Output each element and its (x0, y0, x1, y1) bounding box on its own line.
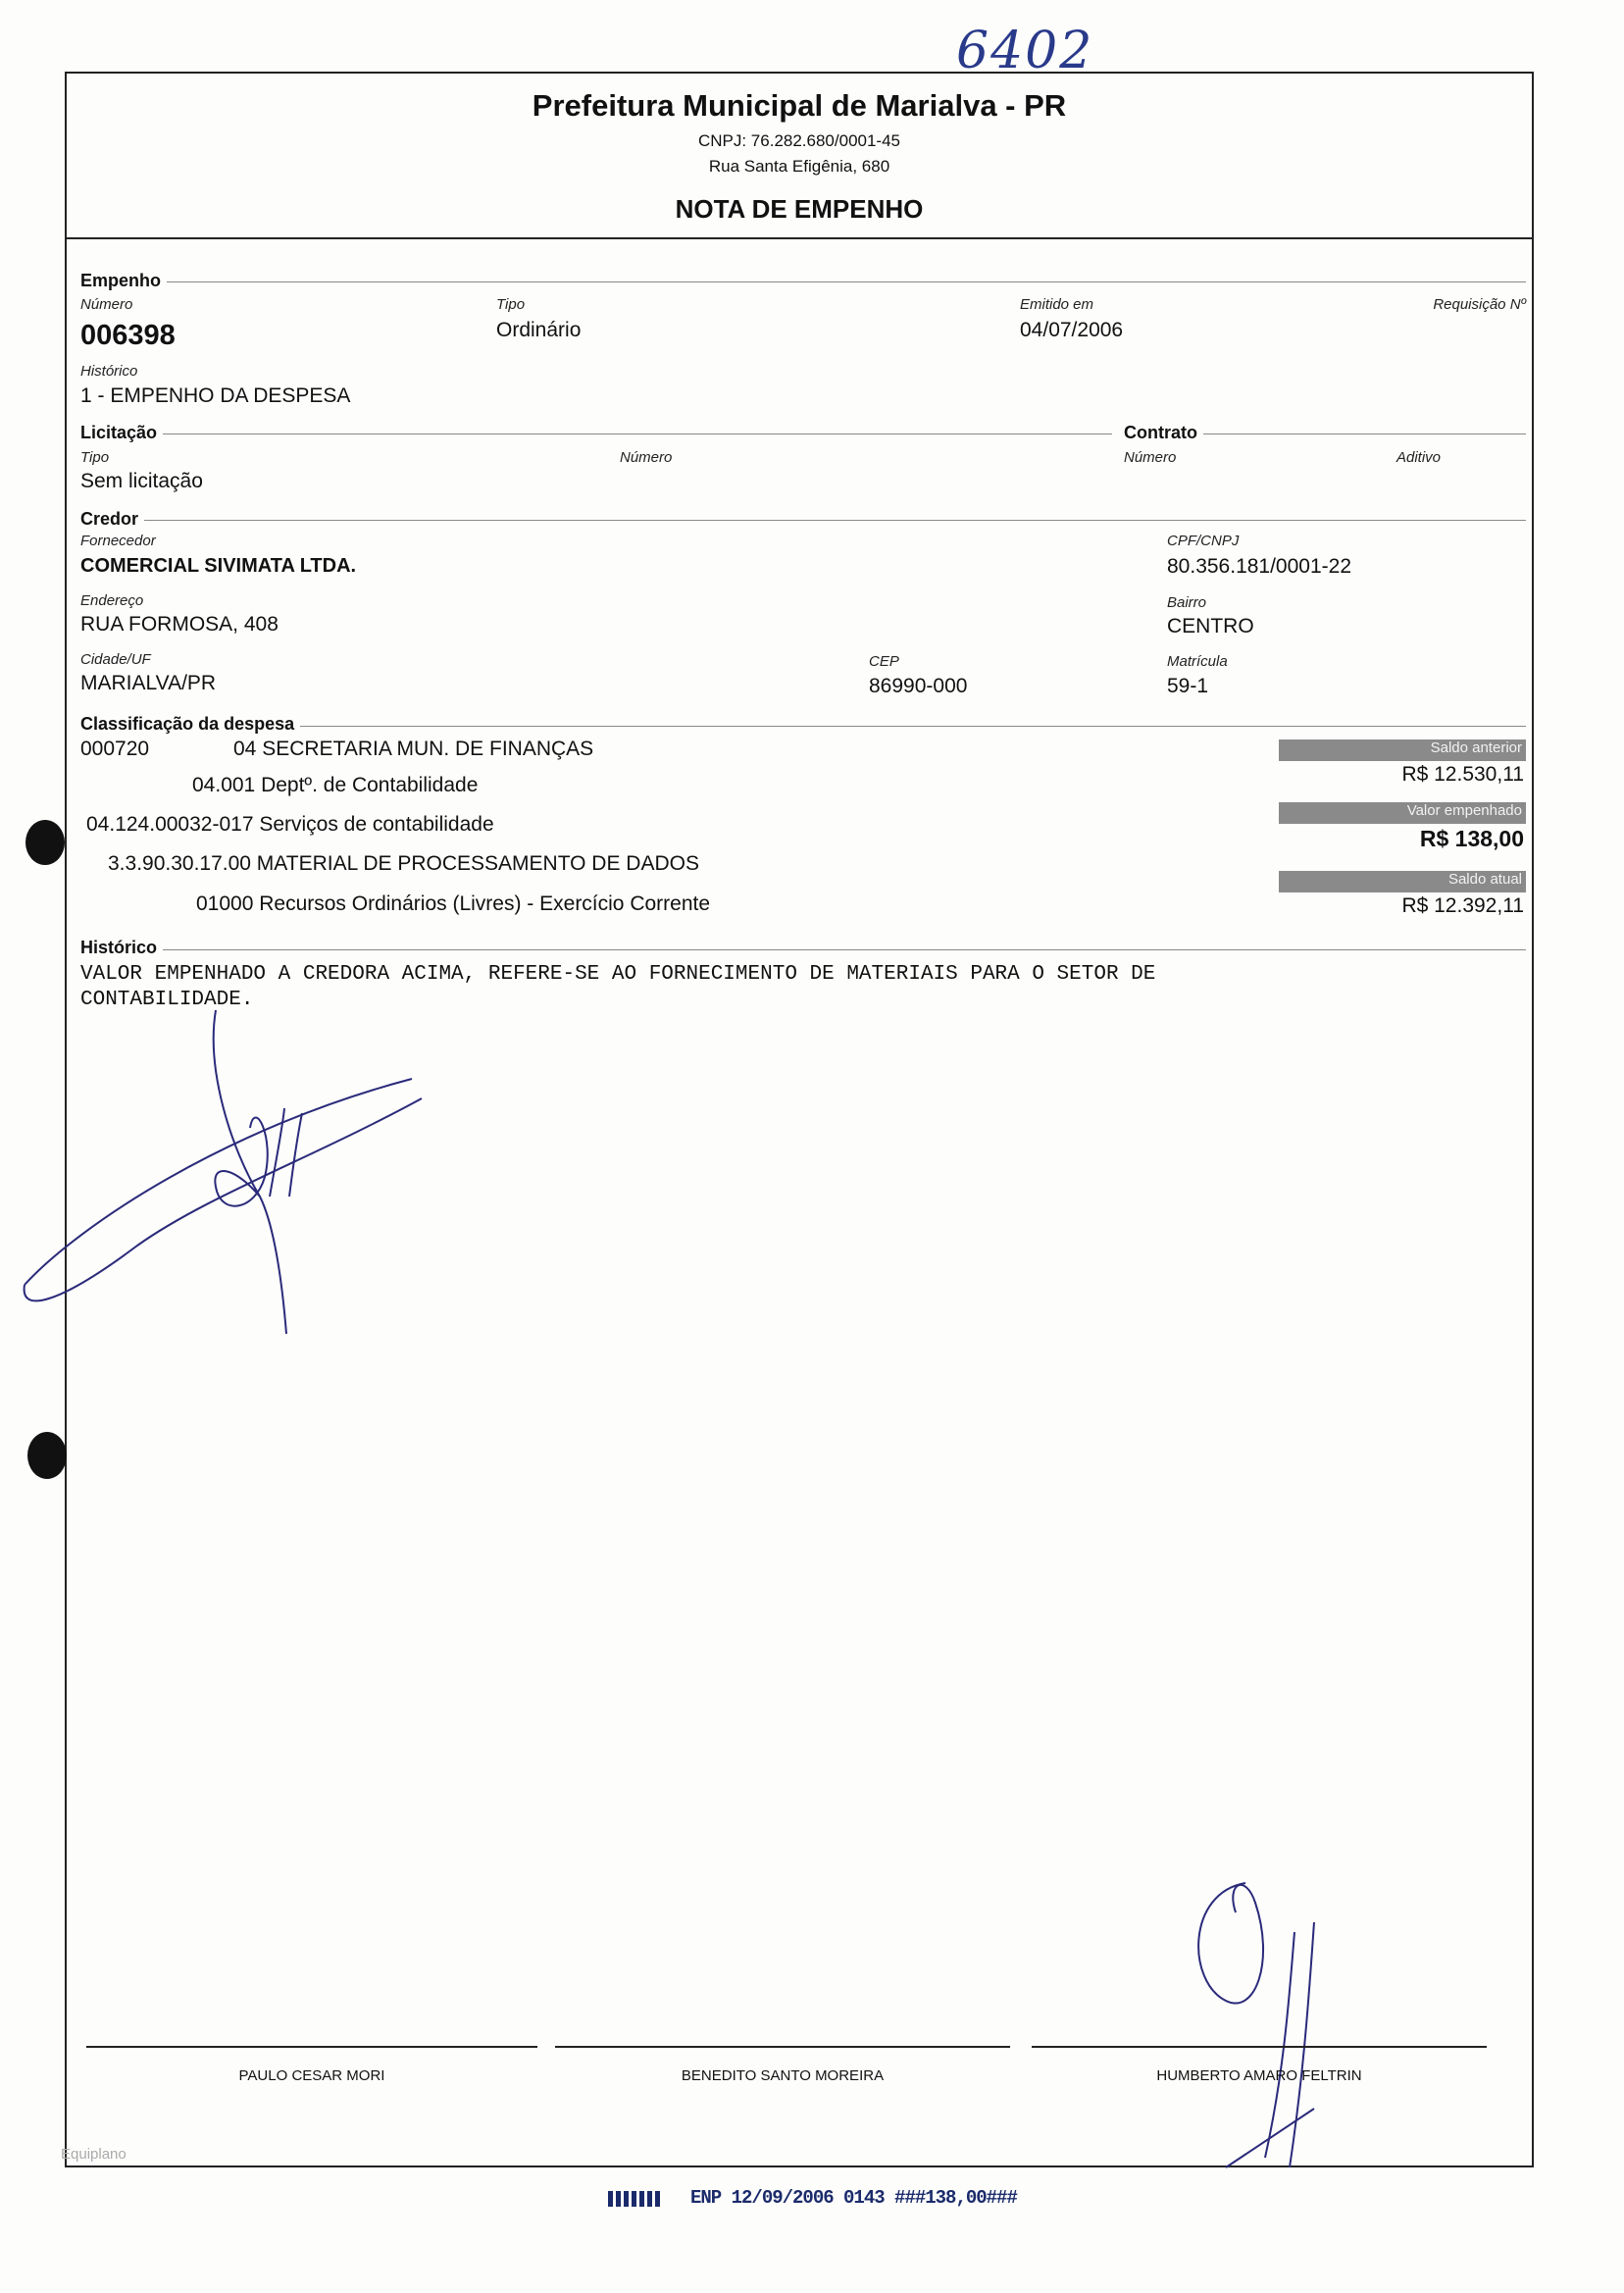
credor-section-title: Credor (80, 509, 144, 530)
licitacao-tipo-label: Tipo (80, 449, 110, 466)
emitido-label: Emitido em (1020, 296, 1094, 313)
processing-stamp: ENP 12/09/2006 0143 ###138,00### (690, 2187, 1017, 2209)
cidade: MARIALVA/PR (80, 672, 217, 694)
handwritten-signature-right (1167, 1873, 1353, 2177)
licitacao-numero-label: Número (620, 449, 673, 466)
software-brand: Equiplano (61, 2146, 127, 2163)
classificacao-elemento: 3.3.90.30.17.00 MATERIAL DE PROCESSAMENTO DE DADOS (108, 852, 699, 875)
handwritten-signature (20, 991, 431, 1344)
empenho-numero-label: Número (80, 296, 133, 313)
fornecedor-name: COMERCIAL SIVIMATA LTDA. (80, 555, 357, 577)
handwritten-number: 6402 (956, 22, 1094, 80)
matricula: 59-1 (1167, 675, 1209, 697)
document-type-title: NOTA DE EMPENHO (675, 194, 924, 224)
signature-line-1 (86, 2046, 537, 2048)
stamp-icon (608, 2191, 663, 2207)
signatory-1: PAULO CESAR MORI (238, 2067, 385, 2084)
historico-rule (80, 949, 1526, 950)
cpf-cnpj: 80.356.181/0001-22 (1167, 555, 1352, 578)
classificacao-unidade: 04.001 Deptº. de Contabilidade (192, 774, 479, 796)
header-divider (65, 237, 1534, 239)
contrato-numero-label: Número (1124, 449, 1177, 466)
empenho-historico-label: Histórico (80, 363, 138, 380)
valor-empenhado: R$ 138,00 (1419, 826, 1524, 851)
valor-empenhado-label: Valor empenhado (1279, 802, 1526, 824)
historico-section-title: Histórico (80, 938, 163, 958)
signature-line-3 (1032, 2046, 1487, 2048)
cep-label: CEP (869, 653, 899, 670)
classificacao-orgao: 04 SECRETARIA MUN. DE FINANÇAS (233, 738, 594, 760)
empenho-historico: 1 - EMPENHO DA DESPESA (80, 384, 351, 407)
licitacao-rule (80, 433, 1112, 434)
signatory-2: BENEDITO SANTO MOREIRA (681, 2067, 885, 2084)
cep: 86990-000 (869, 675, 968, 697)
fornecedor-label: Fornecedor (80, 533, 156, 549)
empenho-section-title: Empenho (80, 271, 167, 291)
licitacao-tipo: Sem licitação (80, 470, 203, 492)
signature-line-2 (555, 2046, 1010, 2048)
signatory-3: HUMBERTO AMARO FELTRIN (1156, 2067, 1362, 2084)
saldo-anterior-label: Saldo anterior (1279, 739, 1526, 761)
saldo-atual: R$ 12.392,11 (1401, 894, 1524, 917)
contrato-aditivo-label: Aditivo (1396, 449, 1442, 466)
endereco: RUA FORMOSA, 408 (80, 613, 279, 636)
punch-hole-top (25, 820, 65, 865)
historico-line-1: VALOR EMPENHADO A CREDORA ACIMA, REFERE-SE AO FORNECIMENTO DE MATERIAIS PARA O SETOR DE (80, 963, 1156, 986)
empenho-tipo: Ordinário (496, 319, 582, 341)
empenho-rule (80, 281, 1526, 282)
classificacao-code: 000720 (80, 738, 150, 760)
classificacao-section-title: Classificação da despesa (80, 714, 300, 735)
classificacao-funcional: 04.124.00032-017 Serviços de contabilidade (86, 813, 494, 836)
cpf-cnpj-label: CPF/CNPJ (1167, 533, 1240, 549)
endereco-label: Endereço (80, 592, 144, 609)
bairro-label: Bairro (1167, 594, 1207, 611)
matricula-label: Matrícula (1167, 653, 1228, 670)
cidade-label: Cidade/UF (80, 651, 151, 668)
credor-rule (80, 520, 1526, 521)
historico-line-2: CONTABILIDADE. (80, 989, 254, 1011)
bairro: CENTRO (1167, 615, 1254, 637)
saldo-anterior: R$ 12.530,11 (1401, 763, 1524, 786)
classificacao-fonte: 01000 Recursos Ordinários (Livres) - Exercício Corrente (196, 892, 711, 915)
header-cnpj: CNPJ: 76.282.680/0001-45 (697, 131, 901, 150)
licitacao-section-title: Licitação (80, 423, 163, 443)
empenho-tipo-label: Tipo (496, 296, 526, 313)
saldo-atual-label: Saldo atual (1279, 871, 1526, 892)
requisicao-label: Requisição Nº (1433, 296, 1526, 313)
emitido-date: 04/07/2006 (1020, 319, 1124, 341)
punch-hole-bottom (27, 1432, 67, 1479)
header-address: Rua Santa Efigênia, 680 (708, 157, 890, 176)
contrato-section-title: Contrato (1124, 423, 1203, 443)
page-title: Prefeitura Municipal de Marialva - PR (532, 88, 1067, 123)
empenho-numero: 006398 (80, 320, 176, 351)
